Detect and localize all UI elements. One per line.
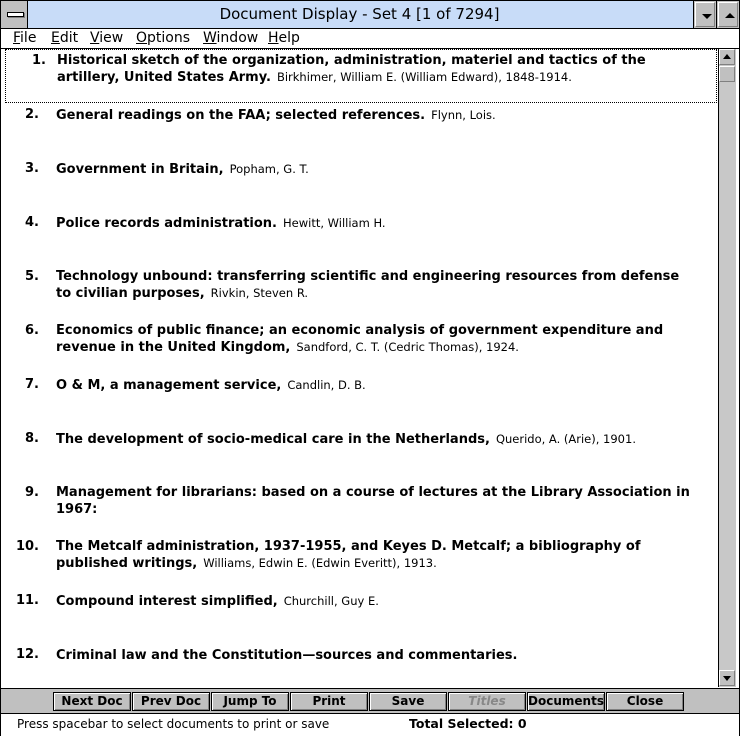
doc-author: Rivkin, Steven R.: [210, 286, 309, 300]
doc-author: Hewitt, William H.: [283, 216, 386, 230]
doc-author: Candlin, D. B.: [287, 378, 366, 392]
prev-doc-button[interactable]: Prev Doc: [132, 692, 210, 711]
status-bar: [1, 713, 739, 736]
next-doc-button[interactable]: Next Doc: [53, 692, 131, 711]
menu-view[interactable]: View: [90, 30, 124, 46]
save-button[interactable]: Save: [369, 692, 447, 711]
doc-title: Historical sketch of the organization, administration, materiel and tactics of the artillery, United States Army.: [57, 53, 646, 85]
menu-edit[interactable]: Edit: [51, 30, 79, 46]
document-item-8[interactable]: [1, 427, 713, 481]
doc-title: Compound interest simplified,: [56, 594, 278, 609]
document-item-11[interactable]: [1, 589, 713, 643]
scroll-down-button[interactable]: [719, 670, 735, 686]
doc-number: 12.: [15, 647, 39, 662]
doc-title: Technology unbound: transferring scientific and engineering resources from defense to civilian purposes,: [56, 269, 680, 301]
minimize-icon: [702, 14, 712, 19]
doc-author: Popham, G. T.: [229, 162, 309, 176]
system-menu-icon: [7, 12, 24, 17]
doc-author: Williams, Edwin E. (Edwin Everitt), 1913.: [203, 556, 437, 570]
document-item-4[interactable]: [1, 211, 713, 265]
status-message: Press spacebar to select documents to print or save: [17, 717, 330, 731]
arrow-up-icon: [723, 54, 731, 59]
doc-title: General readings on the FAA; selected references.: [56, 108, 426, 123]
close-button[interactable]: Close: [606, 692, 684, 711]
titles-button[interactable]: Titles: [448, 692, 526, 711]
doc-number: 7.: [25, 377, 39, 392]
documents-button[interactable]: Documents: [527, 692, 605, 711]
doc-number: 10.: [15, 539, 39, 554]
total-selected: Total Selected: 0: [409, 716, 527, 731]
document-item-6[interactable]: [1, 319, 713, 373]
doc-number: 5.: [25, 269, 39, 284]
doc-number: 1.: [32, 53, 46, 68]
document-item-1[interactable]: [5, 49, 717, 103]
doc-title: Government in Britain,: [56, 162, 224, 177]
document-item-12[interactable]: [1, 643, 713, 687]
doc-number: 6.: [25, 323, 39, 338]
menu-bar: [1, 29, 739, 49]
scroll-thumb[interactable]: [719, 66, 735, 82]
doc-author: Flynn, Lois.: [431, 108, 496, 122]
scroll-up-button[interactable]: [719, 49, 735, 65]
doc-number: 11.: [15, 593, 39, 608]
doc-author: Birkhimer, William E. (William Edward), 1848-1914.: [276, 70, 572, 84]
document-item-7[interactable]: [1, 373, 713, 427]
doc-number: 9.: [25, 485, 39, 500]
document-item-2[interactable]: [1, 103, 713, 157]
doc-author: Querido, A. (Arie), 1901.: [495, 432, 636, 446]
maximize-button[interactable]: [716, 1, 739, 28]
doc-author: Sandford, C. T. (Cedric Thomas), 1924.: [296, 340, 519, 354]
arrow-down-icon: [723, 676, 731, 681]
doc-title: The development of socio-medical care in the Netherlands,: [56, 432, 490, 447]
doc-title: The Metcalf administration, 1937-1955, and Keyes D. Metcalf; a bibliography of published writings,: [56, 539, 641, 571]
doc-title: O & M, a management service,: [56, 378, 282, 393]
doc-number: 3.: [25, 161, 39, 176]
doc-number: 8.: [25, 431, 39, 446]
menu-options[interactable]: Options: [136, 30, 191, 46]
maximize-icon: [725, 13, 735, 18]
title-bar[interactable]: [1, 1, 739, 29]
jump-to-button[interactable]: Jump To: [211, 692, 289, 711]
doc-number: 4.: [25, 215, 39, 230]
doc-author: Churchill, Guy E.: [283, 594, 379, 608]
doc-title: Criminal law and the Constitution—sources and commentaries.: [56, 648, 518, 663]
document-item-10[interactable]: [1, 535, 713, 589]
button-bar: [1, 688, 739, 714]
menu-help[interactable]: Help: [268, 30, 300, 46]
vertical-scrollbar[interactable]: [718, 49, 736, 687]
system-menu-button[interactable]: [1, 1, 28, 28]
doc-title: Economics of public finance; an economic analysis of government expenditure and revenue in the United Kingdom,: [56, 323, 664, 355]
document-item-3[interactable]: [1, 157, 713, 211]
document-list: [1, 49, 718, 687]
menu-window[interactable]: Window: [203, 30, 259, 46]
doc-title: Management for librarians: based on a course of lectures at the Library Association in 1967:: [56, 485, 690, 517]
minimize-button[interactable]: [693, 1, 716, 28]
print-button[interactable]: Print: [290, 692, 368, 711]
doc-number: 2.: [25, 107, 39, 122]
window-title: Document Display - Set 4 [1 of 7294]: [219, 5, 500, 23]
document-item-9[interactable]: [1, 481, 713, 535]
document-item-5[interactable]: [1, 265, 713, 319]
doc-title: Police records administration.: [56, 216, 277, 231]
menu-file[interactable]: File: [13, 30, 37, 46]
